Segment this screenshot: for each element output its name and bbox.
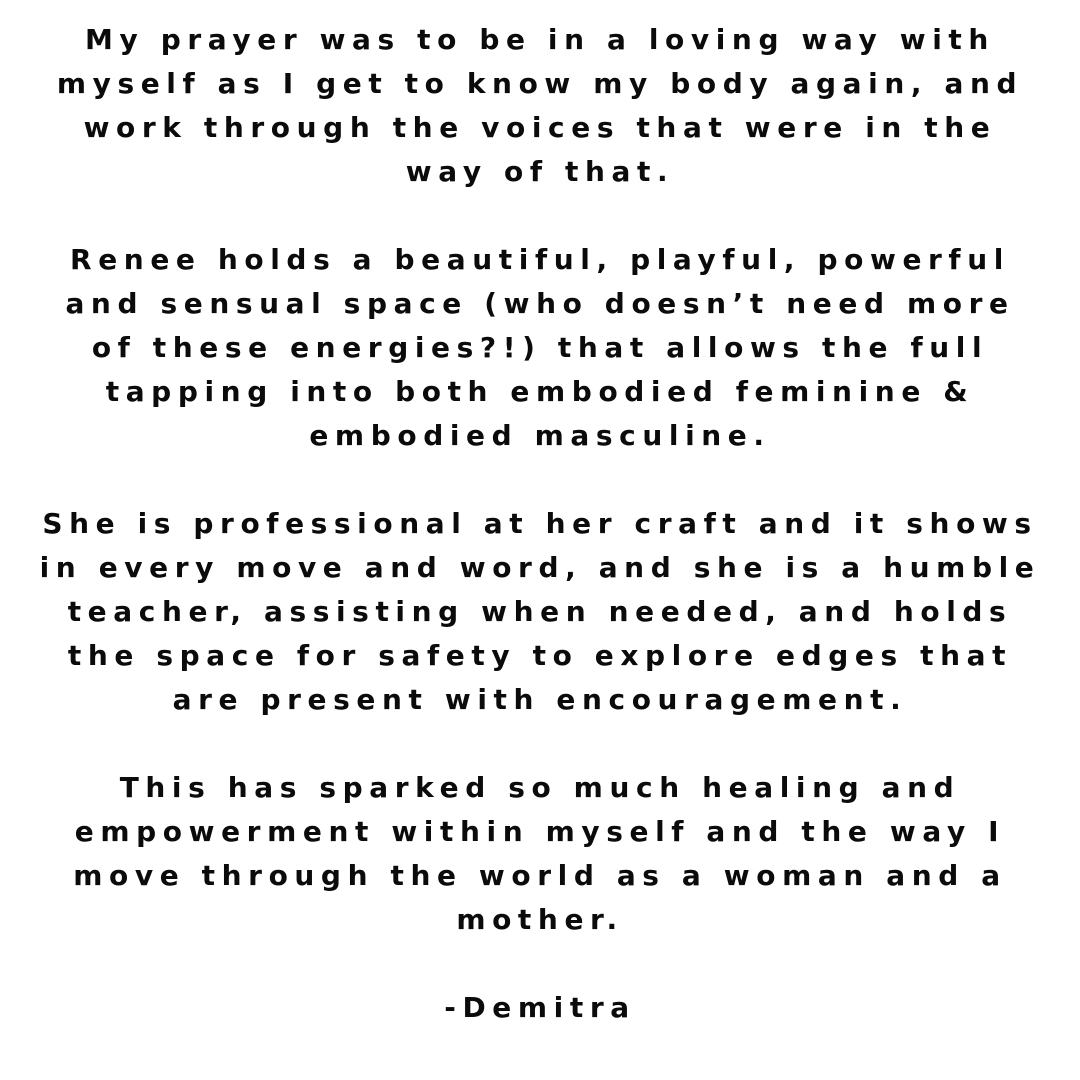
paragraph-1-line-3: work through the voices that were in the <box>83 111 997 144</box>
paragraph-1-line-1: My prayer was to be in a loving way with <box>85 23 995 56</box>
paragraph-4-line-3: move through the world as a woman and a <box>73 859 1007 892</box>
paragraph-2-line-5: embodied masculine. <box>309 419 771 452</box>
signature: -Demitra <box>444 991 636 1024</box>
paragraph-4-line-2: empowerment within myself and the way I <box>74 815 1006 848</box>
paragraph-4-line-4: mother. <box>456 903 624 936</box>
paragraph-2-line-2: and sensual space (who doesn’t need more <box>65 287 1015 320</box>
paragraph-3-line-3: teacher, assisting when needed, and holds <box>67 595 1013 628</box>
paragraph-2-line-3: of these energies?!) that allows the full <box>91 331 989 364</box>
paragraph-3-line-1: She is professional at her craft and it shows <box>42 507 1038 540</box>
paragraph-1-line-4: way of that. <box>405 155 675 188</box>
paragraph-4-line-1: This has sparked so much healing and <box>119 771 961 804</box>
paragraph-1-line-2: myself as I get to know my body again, and <box>56 67 1024 100</box>
paragraph-3-line-5: are present with encouragement. <box>172 683 908 716</box>
paragraph-2-line-1: Renee holds a beautiful, playful, powerful <box>70 243 1010 276</box>
paragraph-3-line-4: the space for safety to explore edges that <box>67 639 1013 672</box>
paragraph-3-line-2: in every move and word, and she is a humble <box>39 551 1041 584</box>
paragraph-2-line-4: tapping into both embodied feminine & <box>105 375 975 408</box>
